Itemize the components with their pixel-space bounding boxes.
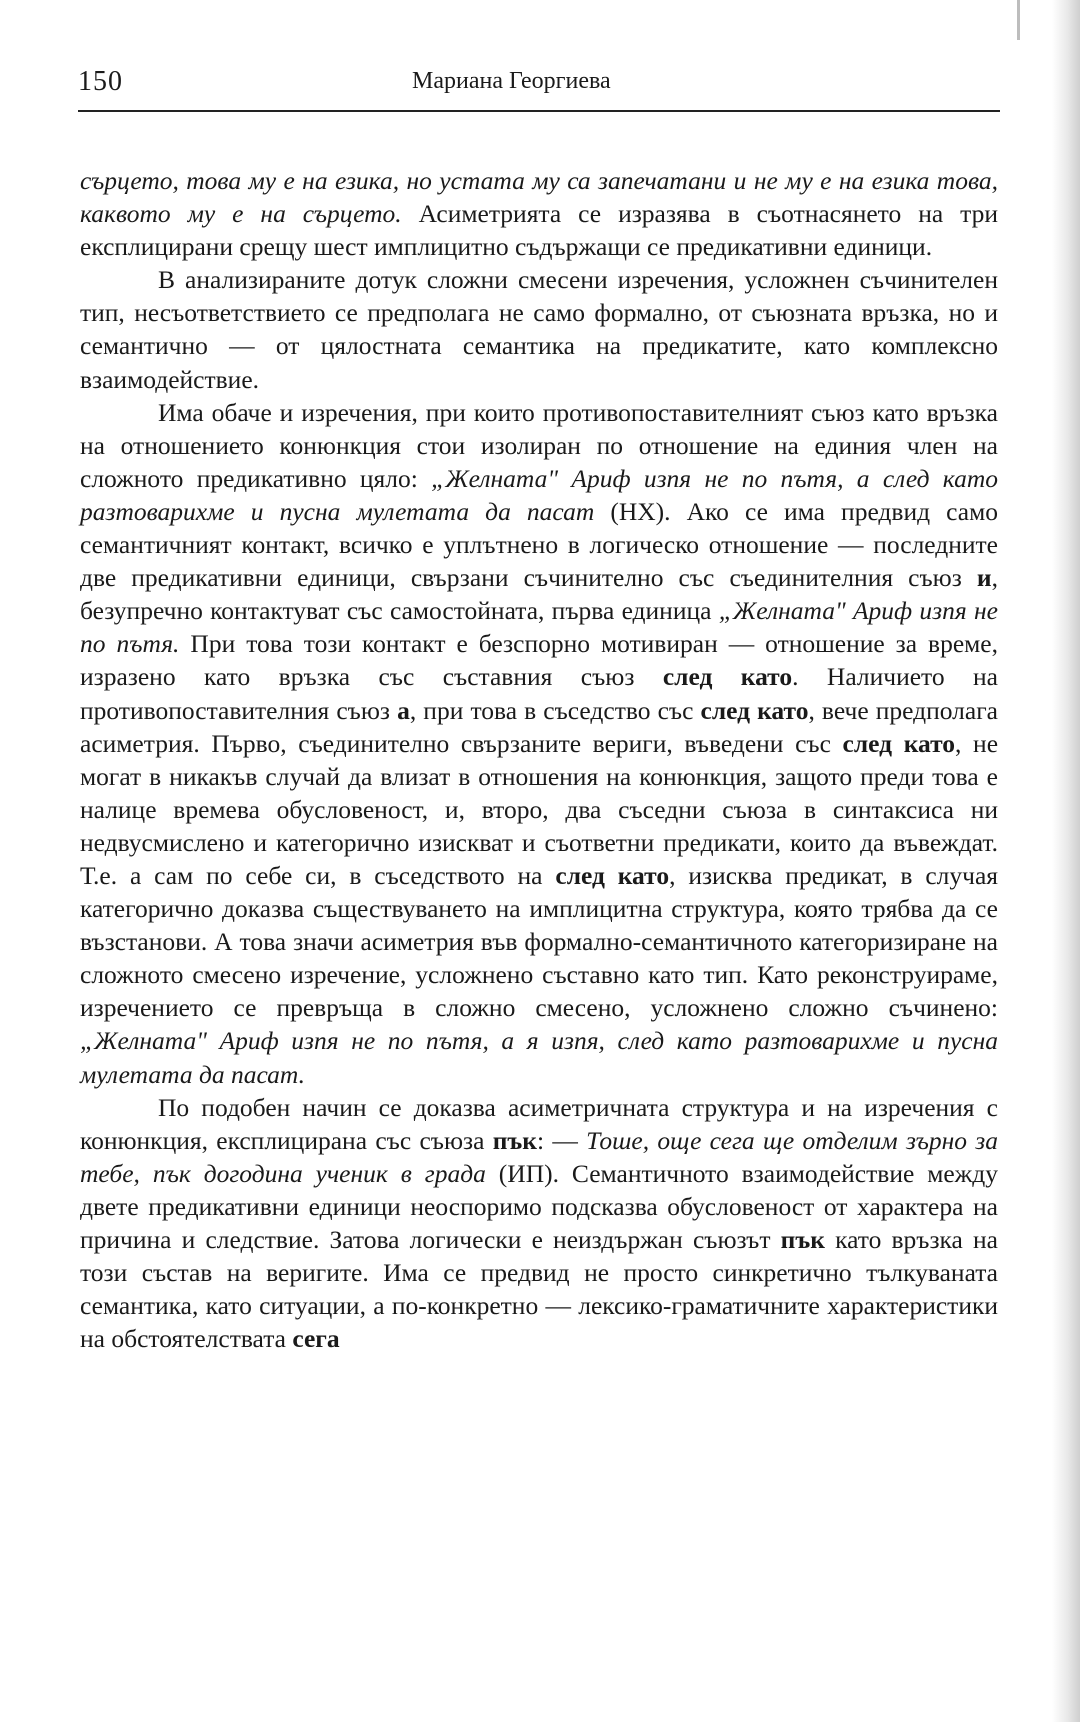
bold-term: а: [397, 695, 410, 725]
page-gutter-shadow: [1052, 0, 1080, 1722]
bold-term: след като: [842, 728, 956, 758]
italic-quote: Тоше, още сега ще отделим зърно за тебе, пък догодина ученик в града: [80, 1125, 998, 1188]
page-edge-mark: [1017, 0, 1020, 40]
bold-term: сега: [292, 1324, 340, 1354]
page-header: [78, 64, 1000, 112]
paragraph-1: [80, 164, 998, 263]
italic-quote: „Желната" Ариф изпя не по пътя, а след като разтоварихме и пусна мулетата да пасат: [80, 463, 999, 526]
text-run: : —: [536, 1125, 587, 1155]
running-head-author: Мариана Георгиева: [412, 68, 611, 94]
text-run: В анализираните дотук сложни смесени изречения, усложнен съчинителен тип, несъответствието се предполага не само формално, от съюзната връзка, но и семантично — от цялостната семантика на предикатите, като комплексно взаимодействие.: [80, 265, 998, 394]
body-text: [80, 164, 998, 1355]
text-run: , изисква предикат, в случая категорично доказва съществуването на имплицитна структура, която трябва да се възстанови. А това значи асиметрия във формално-семантичното категоризиране на сложното смесено изречение, усложнено съставно като тип. Като реконструираме, изречението се превръща в сложно смесено, усложнено сложно съчинено:: [80, 860, 999, 1023]
text-run: По подобен начин се доказва асиметричната структура и на изречения с конюнкция, експлицирана със съюза: [80, 1092, 998, 1155]
bold-term: след като: [555, 860, 670, 890]
text-run: (НХ). Ако се има предвид само семантичният контакт, всичко е уплътнено в логическо отношение — последните две предикативни единици, свързани съчинително със съединителния съюз: [80, 496, 998, 593]
bold-term: пък: [492, 1125, 537, 1155]
bold-term: пък: [780, 1225, 825, 1254]
bold-term: след като: [662, 662, 793, 692]
bold-term: след като: [700, 695, 809, 725]
text-run: , при това в съседство със: [409, 695, 701, 725]
text-run: като връзка на този състав на веригите. Има се предвид не просто синкретично тълкуваната семантика, като ситуации, а по-конкретно — лексико-граматичните характеристики на обстоятелствата: [80, 1225, 998, 1354]
bold-term: и: [976, 563, 992, 593]
text-run: , не могат в никакъв случай да влизат в отношения на конюнкция, защото преди това е налице времева обусловеност, и, второ, два съседни съюза в синтаксиса ни недвусмислено и категорично изискват и съответни предикати, които да въвеждат. Т.е. а сам по себе си, в съседството на: [80, 728, 999, 890]
text-run: (ИП). Семантичното взаимодействие между двете предикативни единици неоспоримо подсказва обусловеност от характера на причина и следствие. Затова логически е неиздържан съюзът: [80, 1158, 999, 1254]
paragraph-3: [80, 396, 998, 1091]
text-run: При това този контакт е безспорно мотивиран — отношение за време, изразено като връзка със съставния съюз: [80, 629, 998, 692]
text-run: . Наличието на противопоставителния съюз: [80, 662, 998, 725]
italic-quote: „Желната" Ариф изпя не по пътя.: [80, 596, 998, 659]
italic-quote: „Желната" Ариф изпя не по пътя, а я изпя, след като разтоварихме и пусна мулетата да пасат.: [80, 1026, 998, 1089]
paragraph-4: [80, 1091, 998, 1356]
italic-quote: сърцето, това му е на езика, но устата му са запечатани и не му е на езика това, каквото му е на сърцето.: [80, 166, 998, 229]
text-run: Има обаче и изречения, при които противопоставителният съюз като връзка на отношението конюнкция стои изолиран по отношение на единия член на сложното предикативно цяло:: [80, 397, 998, 493]
text-run: , вече предполага асиметрия. Първо, съединително свързаните вериги, въведени със: [80, 695, 998, 758]
page-number: 150: [78, 66, 123, 97]
text-run: Асиметрията се изразява в съотнасянето на три експлицирани срещу шест имплицитно съдържащи се предикативни единици.: [80, 199, 998, 262]
text-run: , безупречно контактуват със самостойната, първа единица: [80, 563, 998, 626]
paragraph-2: [80, 263, 998, 395]
